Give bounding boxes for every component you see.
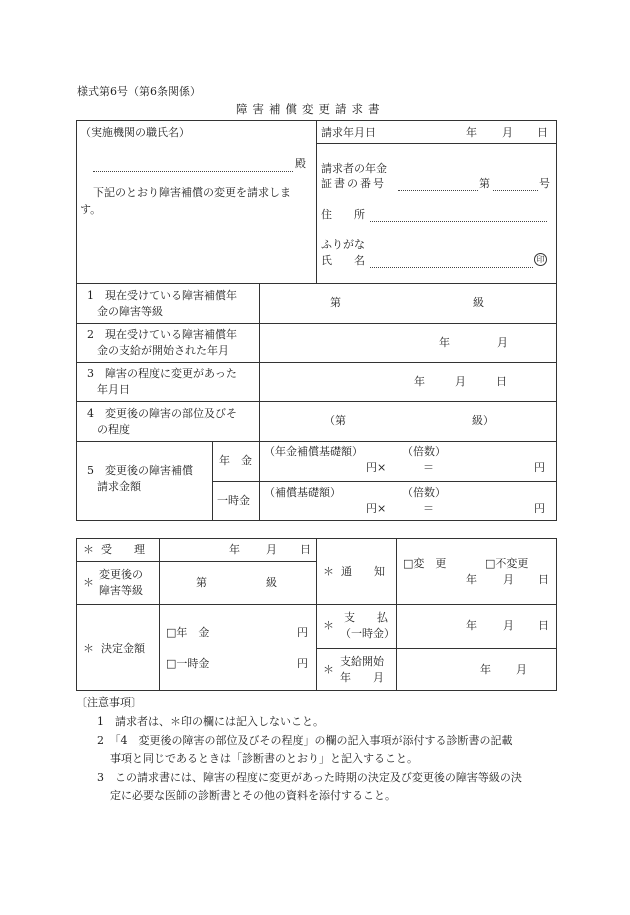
agency-field[interactable] xyxy=(93,171,293,172)
item1-label-2: 金の障害等級 xyxy=(97,305,163,318)
payment-day: 日 xyxy=(538,619,549,632)
start-month: 月 xyxy=(516,663,527,676)
pension-gou: 号 xyxy=(539,177,550,190)
item1-label-1: 1 現在受けている障害補償年 xyxy=(87,289,237,302)
lump-yen-times: 円× xyxy=(366,502,387,515)
pension-yen-times: 円× xyxy=(366,461,387,474)
item3-year: 年 xyxy=(414,375,425,388)
receipt-day: 日 xyxy=(300,543,311,556)
amount-lump-yen: 円 xyxy=(297,657,308,670)
amount-label: 決定金額 xyxy=(101,642,145,655)
grade-label-1: 変更後の xyxy=(99,568,143,581)
item2-year: 年 xyxy=(439,336,450,349)
request-year: 年 xyxy=(466,126,477,139)
lump-multiple-label: （倍数） xyxy=(402,486,446,499)
agency-label: （実施機関の職氏名） xyxy=(80,126,190,139)
note-2-line-2: 事項と同じであるときは「診断書のとおり」と記入すること。 xyxy=(110,752,418,765)
pension-cert-label-1: 請求者の年金 xyxy=(321,162,387,175)
pension-cert-label-2: 証書の番号 xyxy=(321,177,386,190)
name-field[interactable] xyxy=(370,267,533,268)
item2-month: 月 xyxy=(497,336,508,349)
item1-kyu: 級 xyxy=(473,296,484,309)
item4-close: 級） xyxy=(472,414,494,427)
pension-equals: ＝ xyxy=(423,461,434,474)
request-text-1: 下記のとおり障害補償の変更を請求しま xyxy=(93,186,291,199)
start-label-2: 年 月 xyxy=(340,671,384,684)
note-3-line-2: 定に必要な医師の診断書とその他の資料を添付すること。 xyxy=(110,789,396,802)
amount-pension-checkbox[interactable]: □年 金 xyxy=(166,626,210,639)
notice-asterisk: ＊ xyxy=(323,565,334,578)
lump-type-label: 一時金 xyxy=(217,494,250,507)
notice-day: 日 xyxy=(538,573,549,586)
grade-asterisk: ＊ xyxy=(83,576,94,589)
note-3-line-1: 3 この請求書には、障害の程度に変更があった時期の決定及び変更後の障害等級の決 xyxy=(97,771,522,784)
item1-dai: 第 xyxy=(330,296,341,309)
amount-pension-yen: 円 xyxy=(297,626,308,639)
start-asterisk: ＊ xyxy=(323,663,334,676)
amount-lump-checkbox[interactable]: □一時金 xyxy=(166,657,210,670)
item3-label-1: 3 障害の程度に変更があった xyxy=(87,367,237,380)
receipt-asterisk: ＊ xyxy=(83,543,94,556)
request-date-label: 請求年月日 xyxy=(321,126,376,139)
item4-label-1: 4 変更後の障害の部位及びそ xyxy=(87,407,237,420)
amount-asterisk: ＊ xyxy=(83,642,94,655)
address-label: 住 所 xyxy=(321,208,365,221)
lump-yen: 円 xyxy=(534,502,545,515)
form-title: 障害補償変更請求書 xyxy=(236,102,385,116)
item2-label-1: 2 現在受けている障害補償年 xyxy=(87,328,237,341)
pension-dai: 第 xyxy=(479,177,490,190)
item3-month: 月 xyxy=(455,375,466,388)
notice-year: 年 xyxy=(466,573,477,586)
receipt-month: 月 xyxy=(266,543,277,556)
notice-nochange-checkbox[interactable]: □不変更 xyxy=(485,557,529,570)
seal-icon: 印 xyxy=(534,253,547,266)
pension-multiple-label: （倍数） xyxy=(402,445,446,458)
address-field[interactable] xyxy=(370,221,547,222)
pension-type-label: 年 金 xyxy=(219,454,252,467)
payment-label-1: 支 払 xyxy=(344,611,388,624)
item5-label-2: 請求金額 xyxy=(97,480,141,493)
grade-label-2: 障害等級 xyxy=(99,584,143,597)
form-number: 様式第6号（第6条関係） xyxy=(77,85,201,98)
payment-year: 年 xyxy=(466,619,477,632)
item5-label-1: 5 変更後の障害補償 xyxy=(87,464,193,477)
item3-day: 日 xyxy=(496,375,507,388)
request-day: 日 xyxy=(537,126,548,139)
lump-equals: ＝ xyxy=(423,502,434,515)
payment-month: 月 xyxy=(503,619,514,632)
notice-change-checkbox[interactable]: □変 更 xyxy=(403,557,447,570)
furigana-label: ふりがな xyxy=(321,238,365,251)
item4-label-2: の程度 xyxy=(97,423,130,436)
pension-cert-field[interactable] xyxy=(398,190,478,191)
grade-dai: 第 xyxy=(196,576,207,589)
start-year: 年 xyxy=(480,663,491,676)
note-1: 1 請求者は、＊印の欄には記入しないこと。 xyxy=(97,715,324,728)
payment-asterisk: ＊ xyxy=(323,619,334,632)
name-label: 氏 名 xyxy=(321,254,365,267)
pension-number-field[interactable] xyxy=(493,190,538,191)
notice-label: 通 知 xyxy=(341,565,385,578)
request-month: 月 xyxy=(502,126,513,139)
start-label-1: 支給開始 xyxy=(340,655,384,668)
request-text-2: す。 xyxy=(80,203,102,216)
grade-kyu: 級 xyxy=(266,576,277,589)
notes-heading: 〔注意事項〕 xyxy=(76,696,142,709)
pension-base-label: （年金補償基礎額） xyxy=(264,445,363,458)
lump-base-label: （補償基礎額） xyxy=(264,486,341,499)
pension-yen: 円 xyxy=(534,461,545,474)
note-2-line-1: 2 「4 変更後の障害の部位及びその程度」の欄の記入事項が添付する診断書の記載 xyxy=(97,734,513,747)
payment-label-2: （一時金） xyxy=(340,627,395,640)
notice-month: 月 xyxy=(503,573,514,586)
item2-label-2: 金の支給が開始された年月 xyxy=(97,344,229,357)
item3-label-2: 年月日 xyxy=(97,383,130,396)
receipt-year: 年 xyxy=(229,543,240,556)
honorific: 殿 xyxy=(295,157,306,170)
receipt-label: 受 理 xyxy=(101,543,145,556)
item4-open: （第 xyxy=(324,414,346,427)
